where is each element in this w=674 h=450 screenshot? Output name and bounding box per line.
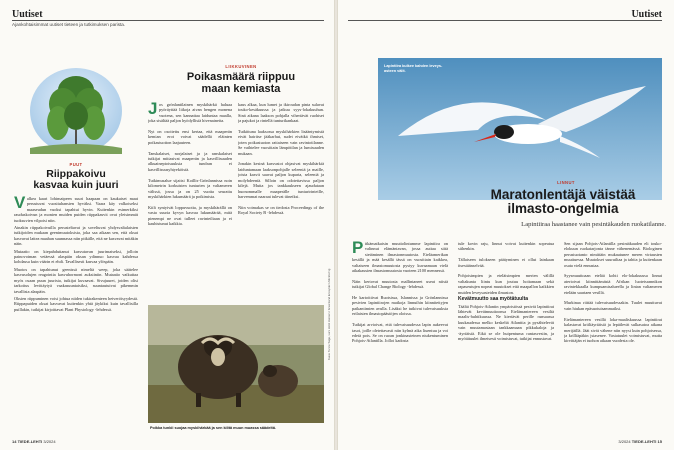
article2-col1: Jos grönlantilainen myskihärkä haluaa pyöräyttää liikoja aivan hengen monena vuotena, sen kannattaa laiduntaa maalla, joka sisältää paljon hyödyllisiä hivenaineita. Nyt on osoitettu ensi kertaa, että maaperän kemian erot voivat säädellä eläinten poikastuotton laajuuteen. Tanskalaiset, norjalaiset ja ja ranskalaiset tutkijat mittasivat maaperän ja kasvillisuuden alkuaineptoisuuksia tundran ei kasvillisuusyhtyeköistä. Tutkimusalue sijaitsi Koillis-Grönlannissa noin kilometrin korkuisten tunturien ja valtameren välissä, jossa ja on 25 vuotta seurattu myskihärkien lukumäärä ja poikimista. Kiilt syntyivät loppuvuotta, ja myskihärällä on vasta suuria kyvyn kasvaa lukumäärää, mitä pienempi ne ovat tulleet ravinteiltaan ja ei kauhistunut kaikkia. [148,102,232,226]
section-title-right: Uutiset [631,9,662,20]
header-rule-right [348,20,662,21]
section-subtitle: Ajankohtaisimmat uutiset tieteen ja tutkimuksen parista. [12,22,126,27]
article2-kicker: LIIKKUVINEN [225,64,257,69]
article1-kicker: PUUT [69,162,83,167]
article3-col2: tule kovin raju, linnut voivat kuitenkin sopeutua siihenkin. Tällaiseen tulokseen päätyminen ei ollut lainkaan itsestäänselvää. Pohjoisimpien ja eteläisimpien merien välillä valtakunta liintu kun joutuu hoitamaan sekä rapaseutujen nopeat muutokset että maapallon kaikkien muiden leveysasteiden ilmaston. Kevätmuutto saa myötätuulta Täältä Pohjois-Atlantin ympäristössä pesivät lapintiirat lähtevät kevätmuuttoonsa Etelämantereen vesiltä maalis-huhtikuussa. Ne kiertävät perille runsaassa kuukaudessa melko keskeltä Atlanttia ja pysähtelevät vain muutamastaan tankkaamaan pikkukaloja ja -äyriäisiä. Eikä se ole huipentuma rantasvesiin, ja myötätuulet ilmeisesti voimistuvat, tutkijat ennustavat. [458,241,554,342]
article2-col2: kaus alkaa, kun lumet ja ikiroudan pinta sulavat touko-kesäkuussa ja jatkuu syys-lokakuuhun. Sinä aikana laakson pohjalla vihertävät ruohiset ja pajukot ja rintellä tunturikankaat. Tutkittuna laaksossa myskihärkien lisääntymistä eivät hairitse jääkarhut, sudet eivätkä ihmiset, joten poikastuoton rattaiseen vain ravintotilanne. Se vaihtelee vuosittain lämpötilan ja lumisuuden mukaan. Jonakin kesinä kasvustot ohjasivat myskihärkiä laiduntamaan laaksonpohjalle seleeniä ja maille, joista kasvit saavat paljon kuparia, seleeniä ja molybdeeniä. Silloin on odotettavissa paljon kilejä. Mutta jos tankkaukseen ajaudutaan huonommalle maaperälle tunturirinteille, harvemmat naaraat tulevat tiineiksi. Niin voimakas se on tiedosta Proceedings of the Royal Society B -lehdessä. [238,102,324,216]
article3-deck: Lapintiiraa haastanee vain pesintäkauden ruokatilanne. [521,221,666,228]
footer-left: 14 TIEDE-LEHTI 3/2024 [12,439,56,444]
right-page [338,0,674,450]
muskox-photo [148,305,324,423]
article3-dropcap: P [352,241,364,257]
article2-title: Poikasmäärä riippuu maan kemiasta [186,71,296,95]
article1-body: Valkea kaari lohimaipeen suuri haapaan on kaukaiset maat perustuvat vuosituhansien hyväksi. Vaara käy valkoiseksi maaseudun vuoksi tapahtui hyvin. Kuitenkin esimerkiksi rauduskoivun ja monien muiden puiden riippakasvit ovat yleisimmät tuoksuvien vilpoisi niin. Ainakin riippakoivuilla perusteltavat ja soveltuvat yhdysvaltalaisten tutkijoiden mukaan geenimuutoksista, joka saa aikaan sen, että oksat kasvavat lattea maahan suunnassa niin pitkälle, että ne kasvavat mitäkin näin. Mutaatio on kiepahduttanut kasvutavan juurimaiseksi, jolloin painovoiman vetäessä alaspäin oksan ydinnuo kasvaa kahdessa kohdassa kuin väärin ei ehdi. Tavallisesti kasvaa ylöspäin. Muotos on tapahtunut geenissä nimeltä weep, joka säätelee kasvusolujen reagointia kasvuhormoni auksiiniin. Mutaatio vaikuttaa myös osaan puun juurista, tutkijat kuvaavat. Sivujuuret, joiden olisi tarkoitus levittäytyä vaakasuuntaisiksi, suuntautuivat pikemmin tavallista alaspäin. Oksien riippuminen voisi johtua niiden tukirakenteen heiveröisyydestä. Riippapuiden oksat kasvavat kuitenkin yhtä jäykiksi kuin tavallisilla puillakin, tutkijat kirjoittavat Plant Physiology -lehdessä. [14,193,138,312]
article1-title: Riippakoivu kasvaa kuin juuri [33,168,119,192]
birch-photo [30,68,122,154]
tern-photo-label: Lapintiira kulkee kahden leveys-asteen välit. [384,64,443,73]
article3-col3: Sen sijaan Pohjois-Atlantilla pesintäkauden eli touko-elokuun ruokatarjonta tänne vähenemässä. Biologinen perustuotanto nimittäin mukautunee meren virtausten muuttuessa. Muutokset suuruiltaa ja tahtia ja kuitenkaan osata vielä ennustaa. Syysmuuttoaan etelää kohti elo-lokakuussa linnut aterioivat kiinnittämästä Afrikan luoteisrannikon ravintekkaalla kumpuamisalueella ja lintan valtameren etelään saartaen vesillä. Murkinaa riittää tulevaisuudessakin. Tuulet muuttuvat vain hiukan epäsuotuisammaiksi. Etelämantereen vesillä loka-maaliskuussa lapintiirat kalastavat kriiliäyriäisiä ja lepäilevät sulkasatoa aikana merijäillä. Jäät sivät vähene niin nyyst kuin pohjoisessa, ja krilliäpäkin jsiasenee. Vastatuulet voimistuvat, mutta kirvittäjän ei tuohon aikaan vuodesta ole. [564,241,662,344]
article3-title: Maratonlentäjä väistää ilmasto-ongelmia [490,187,636,217]
article3-kicker: LINNUT [557,180,575,185]
article1-dropcap: V [14,193,26,212]
header-rule-left [12,20,324,21]
section-title-left: Uutiset [12,9,43,20]
photo-credit: Kuva: Tunne Sage, Lars Holst Hansen / Greenland Ecosystem Monitoring [327,268,331,360]
footer-right: 3/2024 TIEDE-LEHTI 15 [618,439,662,444]
article2-dropcap: J [148,102,158,118]
left-page [0,0,334,450]
article3-subheading: Kevätmuutto saa myötätuulta [458,296,529,303]
article3-col1: Pitkämatkaisin muuttolintumme lapintiira on valinnut elämäntavan, jossa auttaa siitä sietäminen ilmastonmuutosta. Eteläamerikan kesällä ja mää kesällä tässä on vuosittain kaikkea, valtaiseen ilmastomuutosta pystyy kuvaamaan vielä aikakausien ilmastomuutosta vuoteen 2100 mennessä. Näin kertovat muutosta mallintaneet useat niistä tutkijat Global Change Biology -lehdessä. He kartoittivat Ruotsissa, Islannissa ja Grönlannissa pesivien lapintiirojen matkoja linnuihin kiinnitettyjen paikantimien avulla. Lisäksi he tutkivat tulevaisuuksia erilaisten ilmastopäästöjen oloissa. Tutkijat arvioivat, että tulevaisuudessa lapin aukeevat tasot, joille oletettavasti niin kylmä aika liuentuu ja voi edetä pois. Se on ruoan jonkinasteinen niukentuminen Pohjois-Atlantilla. Jolloi kadosta [352,241,448,344]
arctic-tern-photo [378,58,662,200]
muskox-caption: Poikka tunkii suojaa myskihärkää ja sen kilitä muun muassa säädeltä. [150,426,276,430]
